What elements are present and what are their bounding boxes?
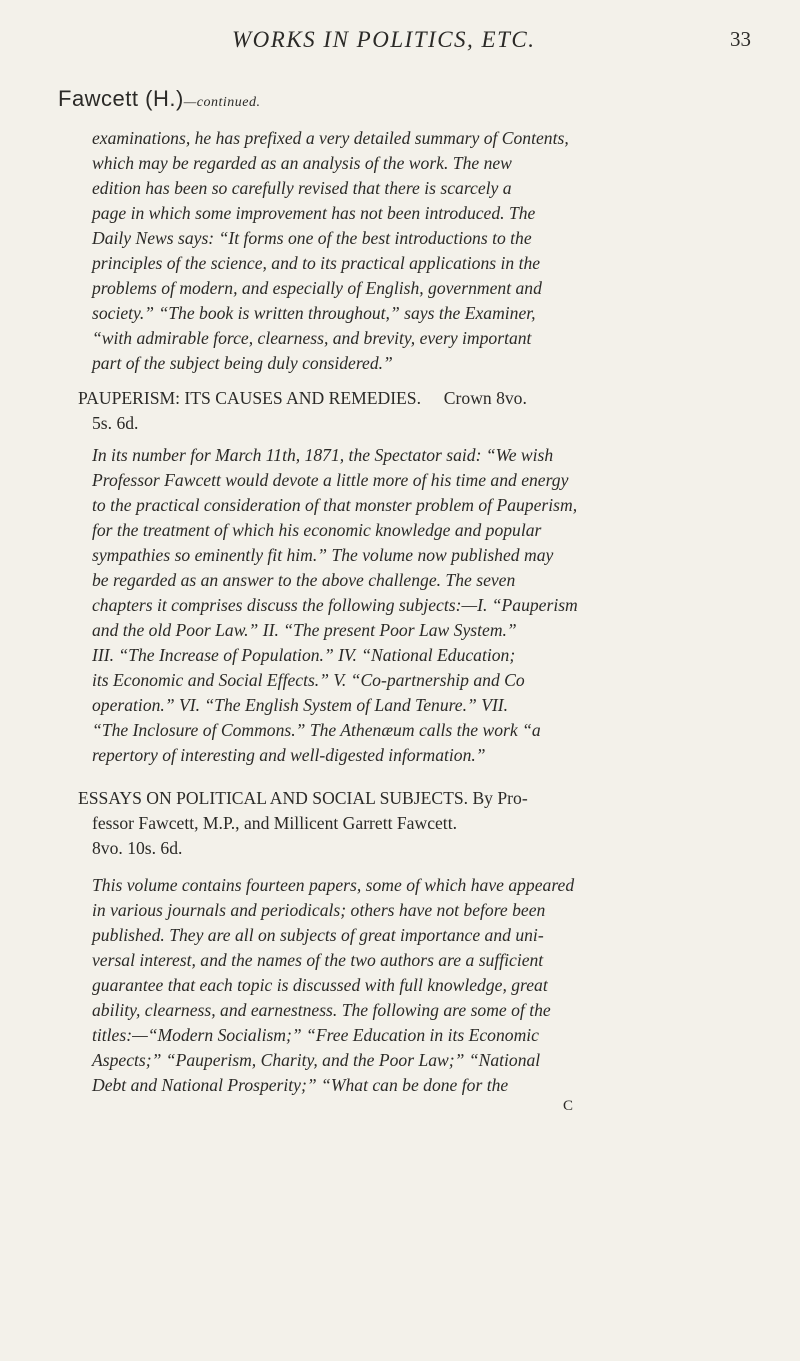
- pauperism-line: III. “The Increase of Population.” IV. “National Education;: [92, 645, 516, 665]
- essays-title-line: 8vo. 10s. 6d.: [92, 838, 183, 858]
- essays-line: titles:—“Modern Socialism;” “Free Education in its Economic: [92, 1025, 539, 1045]
- intro-line: part of the subject being duly considered.”: [92, 353, 393, 373]
- essays-line: ability, clearness, and earnestness. The following are some of the: [92, 1000, 551, 1020]
- pauperism-format: Crown 8vo.: [443, 388, 527, 408]
- essays-title-line: fessor Fawcett, M.P., and Millicent Garrett Fawcett.: [92, 813, 457, 833]
- essays-line: Debt and National Prosperity;” “What can be done for the: [92, 1075, 509, 1095]
- pauperism-line: chapters it comprises discuss the following subjects:—I. “Pauperism: [92, 595, 578, 615]
- pauperism-line: to the practical consideration of that monster problem of Pauperism,: [92, 495, 578, 515]
- intro-line: edition has been so carefully revised that there is scarcely a: [92, 178, 512, 198]
- pauperism-line: In its number for March 11th, 1871, the Spectator said: “We wish: [92, 445, 554, 465]
- essays-line: versal interest, and the names of the two authors are a sufficient: [92, 950, 544, 970]
- intro-line: examinations, he has prefixed a very detailed summary of Contents,: [92, 128, 569, 148]
- pauperism-title-line: [78, 387, 527, 409]
- pauperism-line: for the treatment of which his economic knowledge and popular: [92, 520, 542, 540]
- pauperism-line: operation.” VI. “The English System of Land Tenure.” VII.: [92, 695, 509, 715]
- pauperism-line: sympathies so eminently fit him.” The volume now published may: [92, 545, 554, 565]
- page-number: 33: [730, 27, 751, 51]
- pauperism-line: Professor Fawcett would devote a little more of his time and energy: [92, 470, 569, 490]
- signature-mark: C: [563, 1098, 574, 1114]
- pauperism-line: its Economic and Social Effects.” V. “Co-partnership and Co: [92, 670, 525, 690]
- intro-line: page in which some improvement has not been introduced. The: [92, 203, 536, 223]
- intro-line: society.” “The book is written throughout,” says the Examiner,: [92, 303, 536, 323]
- running-head: WORKS IN POLITICS, ETC.: [232, 27, 536, 52]
- pauperism-line: repertory of interesting and well-digested information.”: [92, 745, 486, 765]
- continued-note: —continued.: [183, 95, 261, 110]
- pauperism-line: “The Inclosure of Commons.” The Athenæum calls the work “a: [92, 720, 541, 740]
- essays-line: in various journals and periodicals; others have not before been: [92, 900, 546, 920]
- intro-line: which may be regarded as an analysis of the work. The new: [92, 153, 512, 173]
- author-name: Fawcett (H.): [58, 86, 184, 111]
- essays-line: This volume contains fourteen papers, some of which have appeared: [92, 875, 575, 895]
- intro-line: problems of modern, and especially of English, government and: [92, 278, 542, 298]
- pauperism-line: and the old Poor Law.” II. “The present Poor Law System.”: [92, 620, 517, 640]
- intro-line: principles of the science, and to its practical applications in the: [92, 253, 541, 273]
- intro-line: Daily News says: “It forms one of the best introductions to the: [92, 228, 532, 248]
- pauperism-price: 5s. 6d.: [92, 413, 139, 433]
- essays-line: Aspects;” “Pauperism, Charity, and the Poor Law;” “National: [92, 1050, 541, 1070]
- intro-line: “with admirable force, clearness, and brevity, every important: [92, 328, 532, 348]
- essays-title-line: ESSAYS ON POLITICAL AND SOCIAL SUBJECTS. By Pro-: [78, 788, 528, 808]
- pauperism-line: be regarded as an answer to the above challenge. The seven: [92, 570, 516, 590]
- essays-line: guarantee that each topic is discussed with full knowledge, great: [92, 975, 548, 995]
- essays-line: published. They are all on subjects of great importance and uni-: [92, 925, 544, 945]
- pauperism-title: PAUPERISM: ITS CAUSES AND REMEDIES.: [78, 388, 421, 408]
- author-heading: [58, 86, 260, 112]
